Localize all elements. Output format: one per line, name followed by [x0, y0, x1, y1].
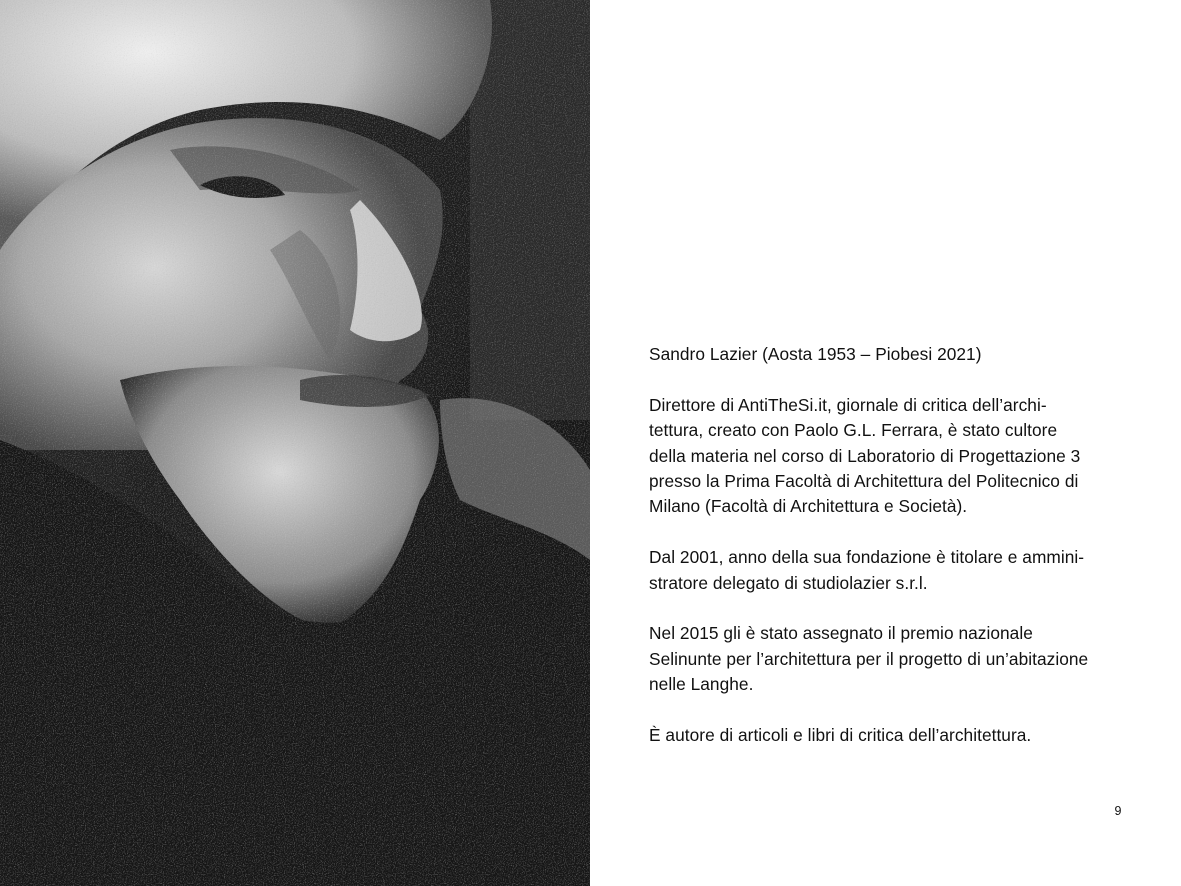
- portrait-photo: [0, 0, 590, 886]
- bio-paragraph-award: Nel 2015 gli è stato assegnato il premio nazionale Selinunte per l’architettura per il progetto di un’abitazione nelle Langhe.: [649, 623, 1089, 695]
- bio-paragraph-company: Dal 2001, anno della sua fondazione è titolare e ammini- stratore delegato di studiolazier s.r.l.: [649, 547, 1085, 593]
- bio-paragraph-role: Direttore di AntiTheSi.it, giornale di critica dell’archi- tettura, creato con Paolo G.L. Ferrara, è stato cultore della materia nel corso di Laboratorio di Progettazione 3 presso la Prima Facoltà di Architettura del Politecnico di Milano (Facoltà di Architettura e Società).: [649, 394, 1081, 517]
- bio-paragraph-author: È autore di articoli e libri di critica dell’architettura.: [649, 725, 1032, 746]
- portrait-illustration: [0, 0, 590, 886]
- biography-text: [649, 342, 1139, 748]
- page-number: 9: [1114, 804, 1122, 818]
- bio-heading: Sandro Lazier (Aosta 1953 – Piobesi 2021): [649, 344, 982, 364]
